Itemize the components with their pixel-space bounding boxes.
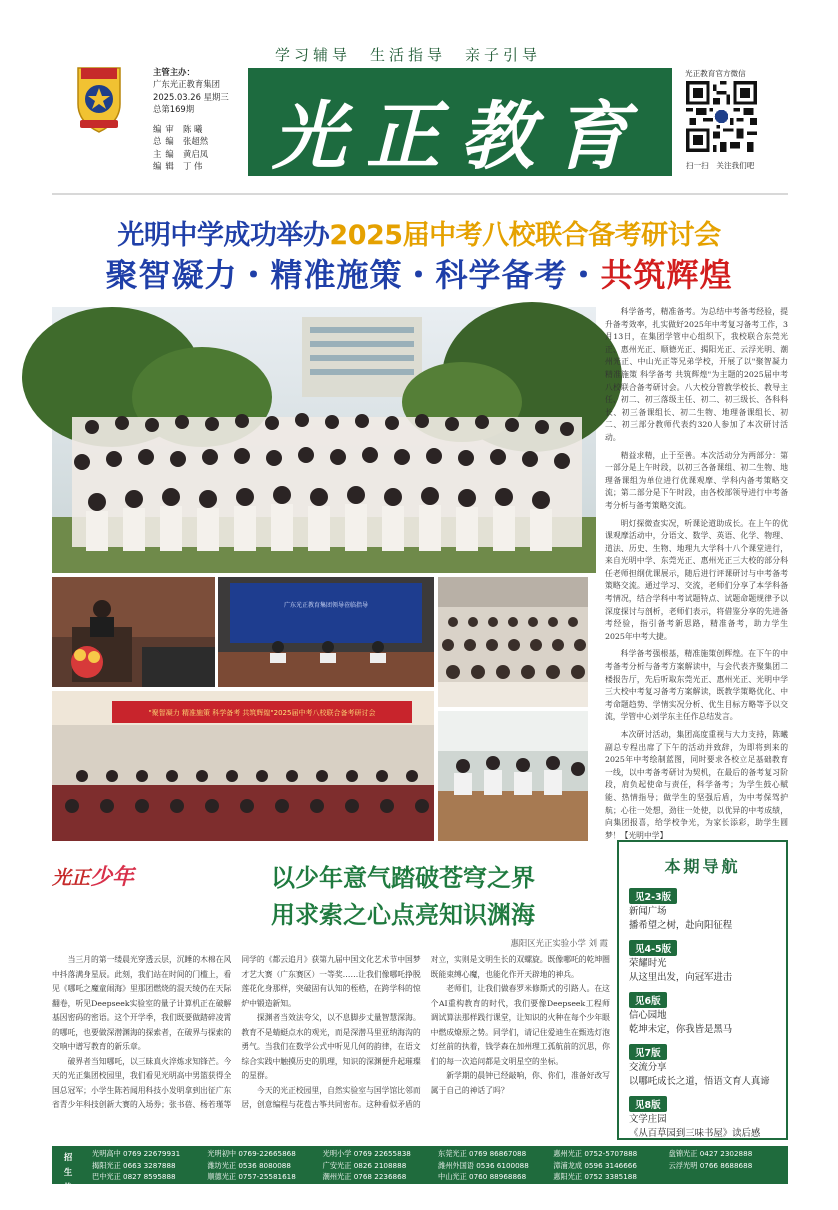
hotline-entry: 东莞光正 0769 86867088	[438, 1149, 527, 1158]
nav-page-tag[interactable]: 见2-3版	[629, 888, 677, 904]
nav-section[interactable]	[629, 1041, 784, 1089]
hotline-entry: 巴中光正 0827 8595888	[92, 1172, 176, 1181]
masthead-title-box	[248, 68, 672, 180]
staff-name: 陈 曦	[183, 124, 203, 134]
nav-item[interactable]: 交流分享	[629, 1062, 667, 1073]
nav-section[interactable]	[629, 937, 784, 985]
nav-item[interactable]: 乾坤未定，你我皆是黑马	[629, 1024, 733, 1036]
column-logo	[52, 860, 134, 891]
nav-item[interactable]: 新闻广场	[629, 906, 667, 917]
article2-title-line1: 以少年意气踏破苍穹之界	[271, 864, 535, 892]
staff-list	[153, 123, 245, 172]
lead-paragraph: 本次研讨活动，集团高度重视与大力支持，陈曦副总专程出席了下午的活动并致辞，为即将到来的2025年中考绘制蓝图，同时要求各校立足基础教育一线，以中考备考研讨为契机，在最后的备考复习阶段，肩负起使命与责任，科学备考；为学生鼓心赋能、热情指导；做学生的坚强后盾，为中考保驾护航；心往一处想，劲往一处使，以优异的中考成绩，向集团报喜，给学校争光，为家长添彩，助学生圆梦！【光明中学】	[605, 730, 788, 840]
hotline-entry: 潍坊光正 0536 8080088	[207, 1160, 291, 1170]
article2-paragraph: 当三月的第一缕晨光穿透云层，沉睡的木棉在风中抖落满身星辰。此刻，我们站在时间的门槛上，看见《哪吒之魔童闹海》里那团燃烧的混天绫仍在天际翻卷，听见Deepseek实验室的量子计算机正在破解基因密码的密语。这个开学季，我们既要做踏碎凌霄的哪吒，也要做深潜渊海的探索者，在破界与探索的交响中谱写教育的新乐章。	[52, 955, 232, 1051]
nav-page-tag[interactable]: 见7版	[629, 1044, 667, 1060]
column-name-a: 光正	[52, 867, 91, 889]
nav-item[interactable]: 《从百草园到三味书屋》读后感	[629, 1128, 761, 1140]
school-logo	[72, 62, 126, 134]
hotline-entry: 潮州光正 0768 2236868	[322, 1172, 407, 1181]
nav-section[interactable]	[629, 1093, 784, 1141]
staff-row	[153, 135, 245, 147]
sponsor-name: 广东光正教育集团	[153, 79, 220, 90]
article2-paragraph: 新学期的晨钟已经敲响，你、你们，准备好改写属于自己的神话了吗？	[430, 1071, 610, 1095]
lead-paragraph: 科学备考，精准备考。为总结中考备考经验，提升备考效率，扎实做好2025年中考复习备考工作，3月13日，在集团学管中心组织下，我校联合东莞光正、惠州光正、顺德光正、揭阳光正、云浮光明、潮州光正、中山光正等兄弟学校，开展了以"聚智凝力 精准施策 科学备考 共筑辉煌"为主题的2025届中考八校联合备考研讨会。八大校分管教学校长、教导主任、初二、初三落级主任、初二、初三级长、各科科长、初三备课组长、初二生物、地理备课组长、初二、初三部分教师代表约320人参加了本次研讨活动。	[605, 307, 788, 442]
article2-body	[52, 953, 610, 1139]
main-headline	[0, 213, 838, 252]
nav-page-tag[interactable]: 见4-5版	[629, 940, 677, 956]
lead-paragraph: 明灯探微查实况，听课论道助成长。在上午的优课观摩活动中，分语文、数学、英语、化学、物理、道法、历史、生物、地理九大学科十八个课堂进行，来自光明中学、东莞光正、惠州光正三大校的部分科任老师担纲优课展示，随后进行评课研讨与中考备考策略交流。通过学习、交流，老师们分享了本学科备考情况，结合学科中考试题特点、试题命题规律予以深度探讨与剖析，老师们表示，将借鉴分享的先进备考经验，指引备考新思路，精准备考，助力学生2025年中考大捷。	[605, 518, 788, 641]
article2-headline	[198, 860, 608, 934]
nav-item[interactable]: 荣耀时光	[629, 958, 667, 969]
article2-paragraph: 老师们，让我们做春罗米修斯式的引路人。在这个AI重构教育的时代，我们要像Deepseek工程师调试算法那样践行课堂，让知识的火种在每个少年眼中燃成燎原之势。同学们，请记住爱迪生在甄选灯泡灯丝前的执着，钱学森在加州理工孤航前的沉思，你们的每一次追问都是文明星空的坐标。	[430, 984, 610, 1066]
enrollment-hotline-bar	[52, 1146, 788, 1207]
article2-paragraph: 今天的光正校园里，自然实验室与国学馆比邻而居，创意编程与花苞古筝共同密布。这种看似矛盾的对立，实则是文明生长的双螺旋。既像哪吒的乾坤圈既能束缚心魔，也能化作开天辟地的神兵。	[241, 955, 610, 1109]
masthead-slogan: 学习辅导 生活指导 亲子引导	[275, 46, 542, 64]
hotline-entry: 光明高中 0769 22679931	[92, 1149, 181, 1158]
hotline-entry: 漳浦龙成 0596 3146666	[553, 1160, 637, 1170]
staff-name: 黄启凤	[183, 148, 209, 159]
sub-headline-part: 聚智凝力・精准施策・科学备考・	[105, 256, 601, 294]
stage-photo	[218, 577, 434, 687]
hotline-entry: 云浮光明 0766 8688688	[668, 1160, 753, 1170]
group-photo	[52, 307, 596, 573]
hotline-grid	[92, 1148, 780, 1183]
nav-item[interactable]: 播希望之树，赴向阳征程	[629, 920, 733, 932]
hotline-entry	[669, 1171, 780, 1183]
nav-section[interactable]	[629, 885, 784, 933]
nav-item[interactable]: 信心园地	[629, 1010, 667, 1021]
headline-prefix: 光明中学成功举办	[117, 220, 330, 251]
nav-page-tag[interactable]: 见8版	[629, 1096, 667, 1112]
nav-item[interactable]: 文学庄园	[629, 1114, 667, 1125]
hotline-entry: 光明初中 0769-22665868	[207, 1149, 296, 1158]
hotline-entry: 光明小学 0769 22655838	[322, 1149, 411, 1158]
stage-banner-text: 广东光正教育集团领导莅临指导	[283, 602, 369, 609]
article2-paragraph: 破界者当知哪吒，以三昧真火淬炼求知锋芒。今天的光正集团校园里，我们看见光明高中男篮获得全国总冠军；小学生陈若闻用科技小发明拿到出征广东省青少年科技创新大赛的入场券；张书蓓、杨若瑾等同学的《都云追月》获第九届中国文化艺术节中国梦才艺大赛（广东赛区）一等奖……让我们像哪吒挣脱莲花化身那样，突破固有认知的桎梏，在跨学科的惊炉中锻造新知。	[52, 955, 421, 1109]
nav-section[interactable]	[629, 989, 784, 1037]
staff-name: 丁 伟	[183, 160, 203, 171]
speaker-photo	[52, 577, 215, 687]
lead-paragraph: 科学备考强根基，精准施策创辉煌。在下午的中考备考分析与备考方案解读中，与会代表齐聚集团二楼报告厅，先后听取东莞光正、惠州光正、光明中学三大校中考复习备考方案解读，既教学策略优化、中考命题趋势、学情实况分析、优生目标方略等予以交流，学管中心刘学东主任作总结发言。	[605, 649, 788, 722]
headline-highlight: 2025届中考八校联合备考研讨会	[329, 220, 721, 251]
staff-role: 主编	[153, 148, 178, 159]
column-name-b: 少年	[90, 865, 135, 890]
article2-paragraph: 探渊者当效法夸父，以不息脚步丈量智慧深海。教育不是蜻蜓点水的观光，而是深潜马里亚纳海沟的勇气。当我们在数学公式中听见几何的韵律，在语文综合实践中触摸历史的肌理，知识的深渊便升起璀璨的星群。	[241, 1013, 421, 1080]
staff-row	[153, 123, 245, 135]
nav-item[interactable]: 以哪吒成长之道，悟语文育人真谛	[629, 1076, 770, 1088]
staff-role: 编辑	[153, 160, 178, 171]
hotline-entry: 惠阳光正 0752 3385188	[553, 1172, 637, 1181]
hotline-entry: 中山光正 0760 88968868	[438, 1172, 527, 1181]
nav-page-tag[interactable]: 见6版	[629, 992, 667, 1008]
article2-title-line2: 用求索之心点亮知识渊海	[271, 901, 535, 929]
article2-author: 惠阳区光正实验小学 刘 霞	[510, 938, 608, 948]
staff-row	[153, 160, 245, 172]
staff-role: 编审	[153, 124, 178, 134]
hotline-entry: 揭阳光正 0663 3287888	[92, 1160, 176, 1170]
hotline-entry: 惠州光正 0752-5707888	[553, 1149, 638, 1158]
staff-name: 张超然	[183, 136, 209, 147]
sponsor-block	[153, 66, 245, 115]
hotline-entry: 潍州外国语 0536 6100088	[438, 1160, 529, 1170]
qr-caption: 扫一扫 关注我们吧	[686, 161, 755, 170]
sponsor-label: 主管主办：	[153, 67, 195, 77]
issue-navigation	[617, 840, 788, 1140]
qr-code[interactable]	[686, 81, 757, 152]
conference-hall-photo	[52, 691, 434, 841]
staff-row	[153, 148, 245, 160]
lead-article	[605, 306, 788, 847]
hotline-label: 招生热线	[63, 1152, 73, 1207]
auditorium-photo	[438, 577, 588, 707]
staff-role: 总编	[153, 136, 178, 147]
navigation-title: 本期导航	[664, 857, 741, 876]
hotline-entry: 盘锦光正 0427 2302888	[668, 1149, 753, 1158]
sub-headline-red: 共筑辉煌	[600, 256, 733, 294]
nav-item[interactable]: 从这里出发，向冠军进击	[629, 972, 733, 984]
newspaper-title: 光正教育	[272, 94, 648, 180]
issue-date: 2025.03.26 星期三	[153, 91, 229, 102]
hotline-entry: 顺德光正 0757-25581618	[207, 1172, 296, 1181]
hotline-entry: 广安光正 0826 2108888	[322, 1160, 407, 1170]
sub-headline	[0, 250, 838, 296]
issue-number: 总第169期	[153, 103, 195, 114]
divider	[52, 193, 788, 195]
qr-label: 光正教育官方微信	[685, 69, 746, 78]
classroom-photo	[438, 711, 588, 841]
lead-paragraph: 精益求精，止于至善。本次活动分为两部分：第一部分是上午时段，以初三各备课组、初二生物、地理备课组为单位进行优课观摩、学科内备考策略交流；第二部分是下午时段，由各校部领导进行中考备考分析与备考策略交流。	[605, 450, 788, 510]
hall-banner-text: "聚智凝力 精准施策 科学备考 共筑辉煌"2025届中考八校联合备考研讨会	[148, 709, 376, 717]
